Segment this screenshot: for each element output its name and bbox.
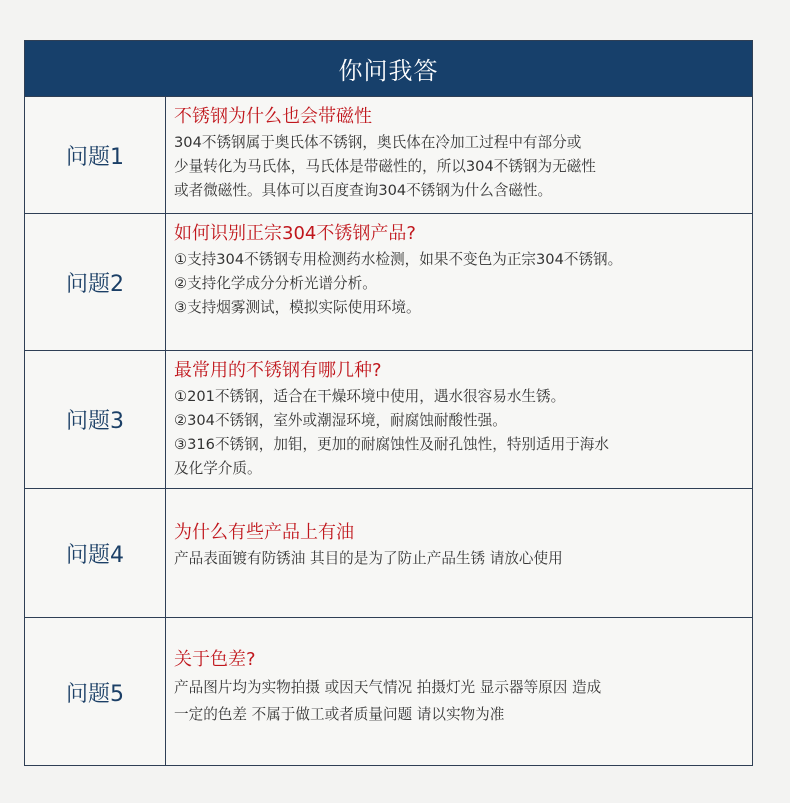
answer-cell — [166, 214, 752, 350]
faq-table — [24, 40, 753, 766]
question-label: 问题5 — [25, 618, 166, 766]
question-label: 问题1 — [25, 97, 166, 213]
question-label: 问题3 — [25, 351, 166, 488]
answer-line: 及化学介质。 — [174, 460, 262, 477]
question-title: 为什么有些产品上有油 — [174, 522, 354, 543]
answer-cell — [166, 618, 752, 766]
answer-line: ①201不锈钢，适合在干燥环境中使用，遇水很容易水生锈。 — [174, 388, 566, 405]
question-title: 关于色差? — [174, 649, 256, 670]
question-title: 如何识别正宗304不锈钢产品? — [174, 223, 416, 244]
faq-header-title: 你问我答 — [338, 57, 439, 85]
answer-line: 或者微磁性。具体可以百度查询304不锈钢为什么含磁性。 — [174, 182, 553, 199]
answer-line: ③支持烟雾测试，模拟实际使用环境。 — [174, 299, 421, 316]
answer-line: 304不锈钢属于奥氏体不锈钢，奥氏体在冷加工过程中有部分或 — [174, 134, 582, 151]
faq-row-4 — [25, 489, 752, 618]
question-title: 最常用的不锈钢有哪几种? — [174, 360, 382, 381]
question-label: 问题4 — [25, 489, 166, 617]
answer-line: ①支持304不锈钢专用检测药水检测，如果不变色为正宗304不锈钢。 — [174, 251, 623, 268]
answer-cell — [166, 489, 752, 617]
answer-line: 产品表面镀有防锈油 其目的是为了防止产品生锈 请放心使用 — [174, 550, 563, 567]
answer-line: ③316不锈钢，加钼，更加的耐腐蚀性及耐孔蚀性，特别适用于海水 — [174, 436, 609, 453]
answer-cell — [166, 351, 752, 488]
answer-line: 产品图片均为实物拍摄 或因天气情况 拍摄灯光 显示器等原因 造成 — [174, 679, 602, 696]
answer-cell — [166, 97, 752, 213]
answer-line: 少量转化为马氏体，马氏体是带磁性的，所以304不锈钢为无磁性 — [174, 158, 596, 175]
question-title: 不锈钢为什么也会带磁性 — [174, 106, 372, 127]
faq-row-2 — [25, 214, 752, 351]
faq-header — [25, 41, 752, 97]
answer-line: ②304不锈钢，室外或潮湿环境，耐腐蚀耐酸性强。 — [174, 412, 507, 429]
answer-line: ②支持化学成分分析光谱分析。 — [174, 275, 377, 292]
faq-row-5 — [25, 618, 752, 766]
faq-row-3 — [25, 351, 752, 489]
answer-line: 一定的色差 不属于做工或者质量问题 请以实物为准 — [174, 706, 505, 723]
faq-row-1 — [25, 97, 752, 214]
question-label: 问题2 — [25, 214, 166, 350]
